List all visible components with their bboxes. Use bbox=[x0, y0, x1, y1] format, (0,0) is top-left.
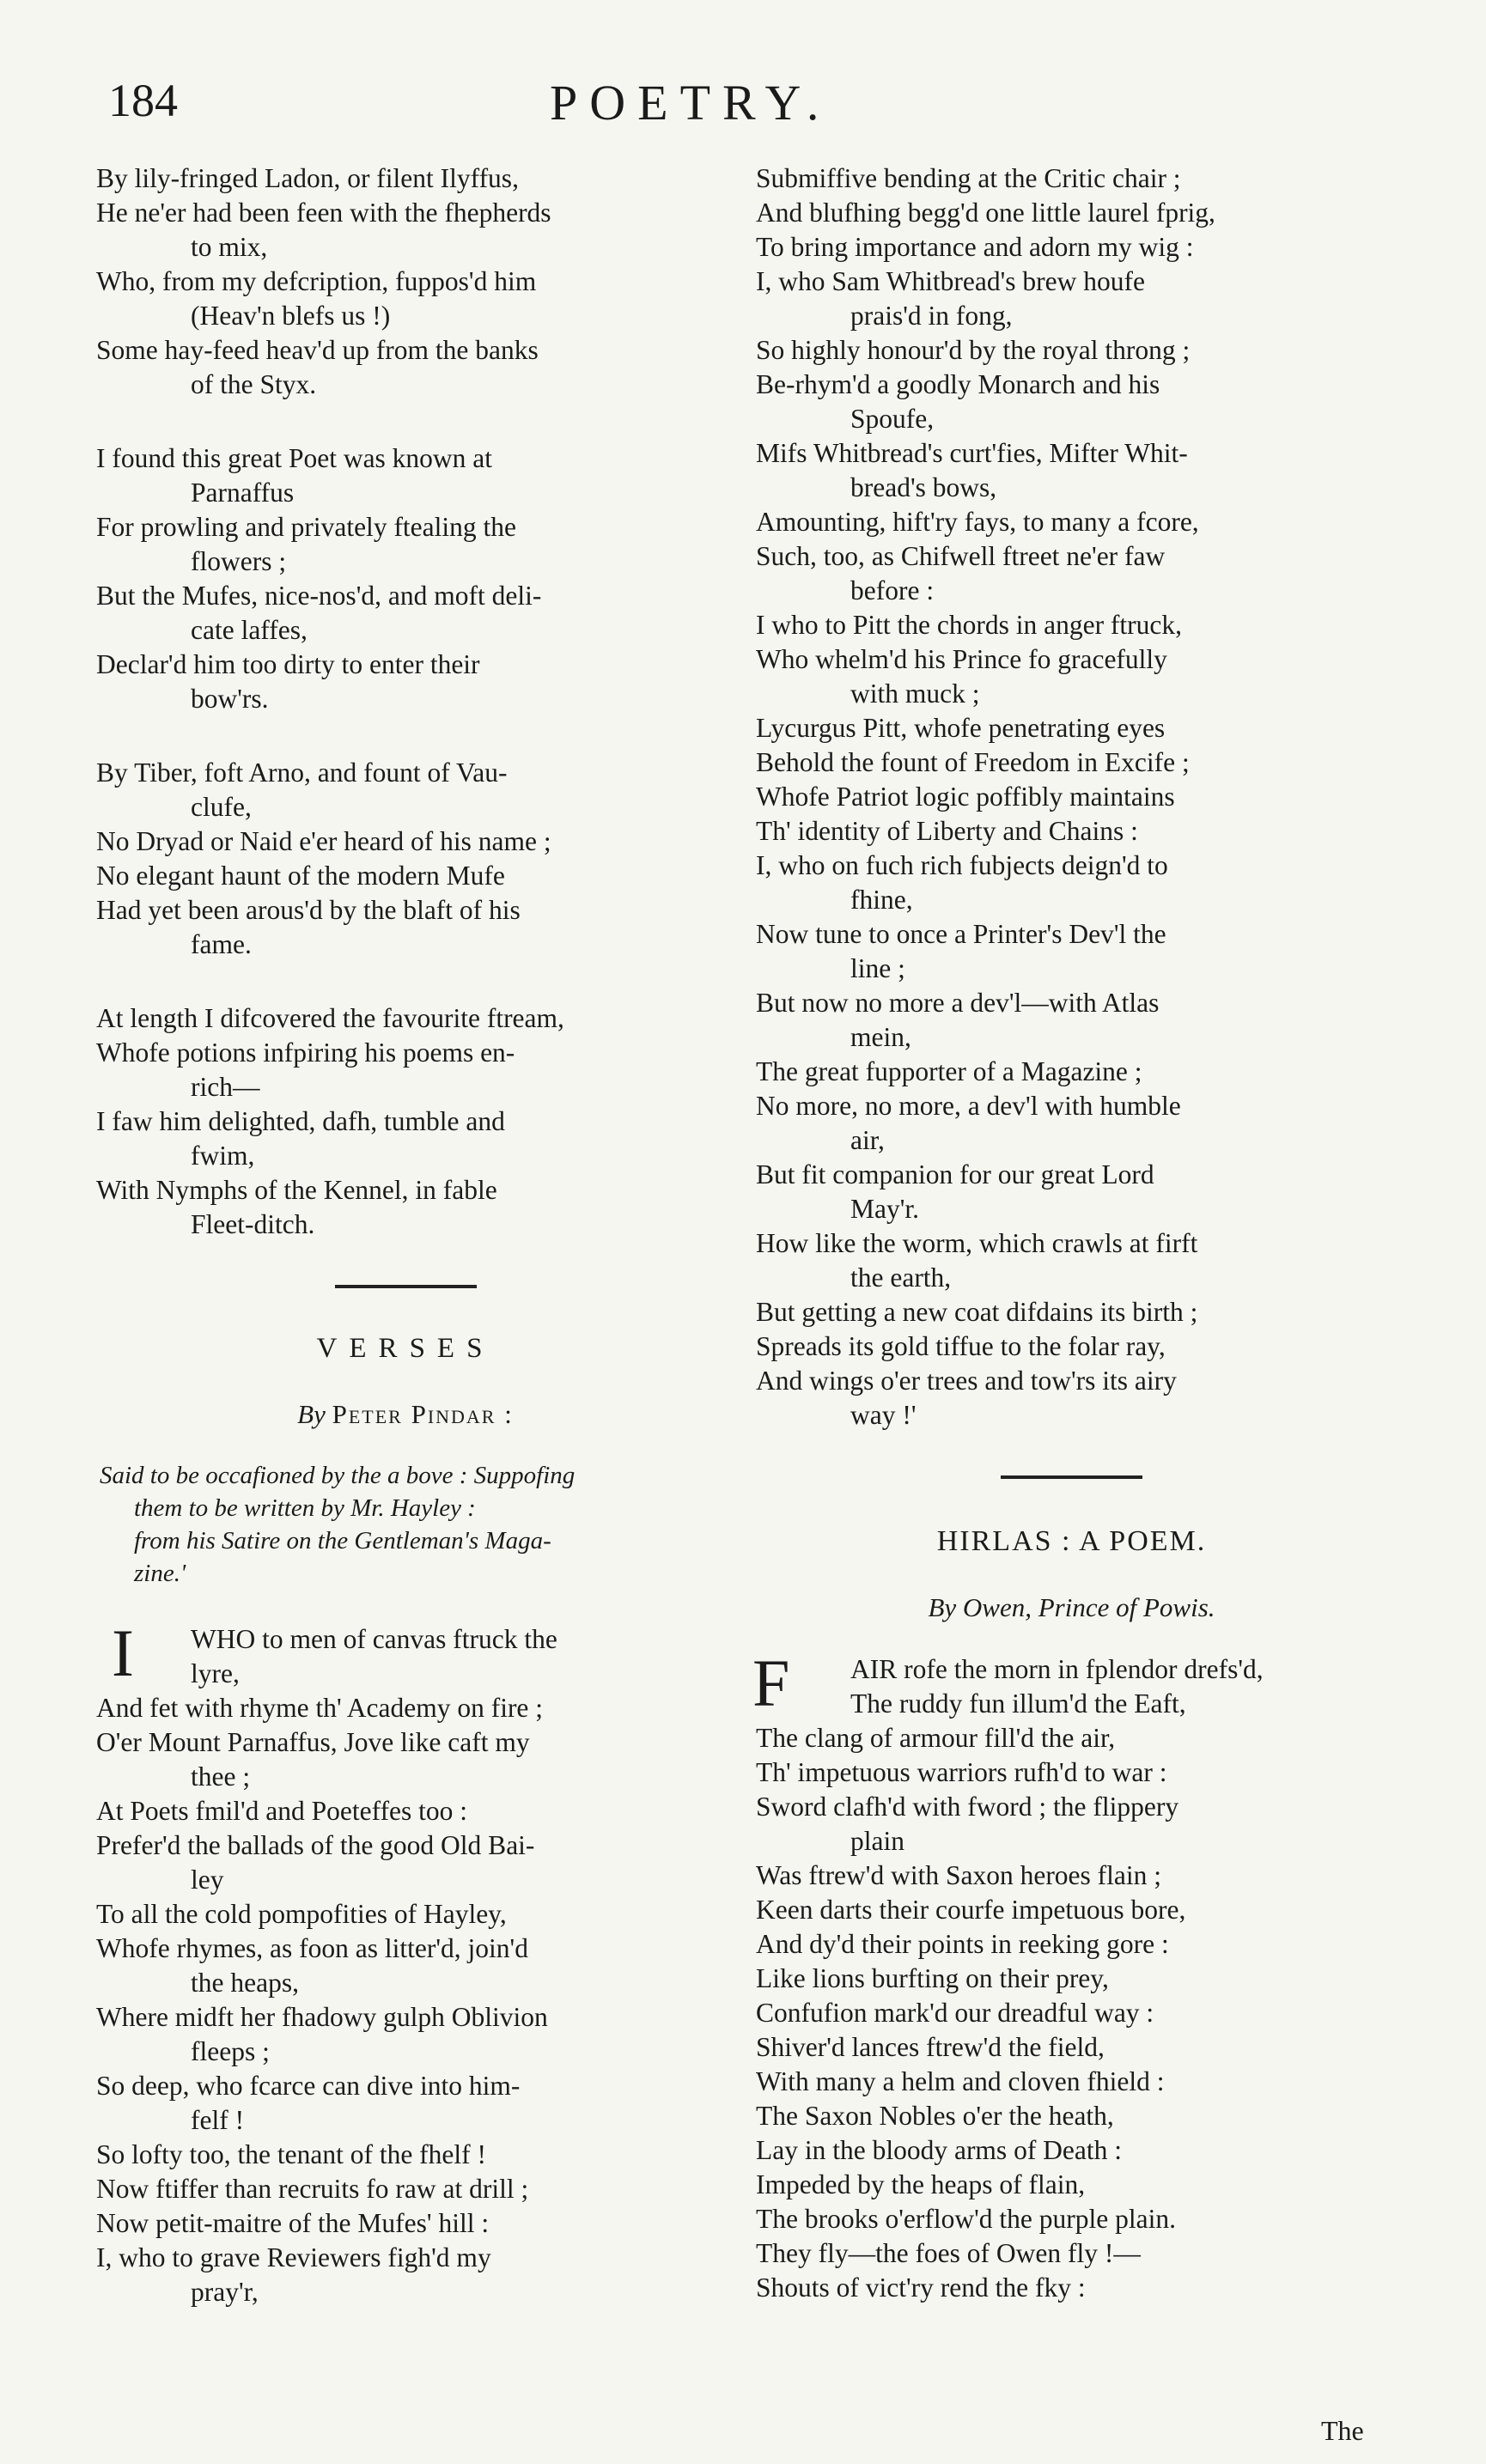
poem-line: At length I difcovered the favourite ftream, bbox=[96, 1003, 564, 1033]
poem-line: But fit companion for our great Lord bbox=[756, 1159, 1154, 1189]
poem-line: cate laffes, bbox=[191, 615, 308, 645]
poem-line: Had yet been arous'd by the blaft of his bbox=[96, 895, 521, 925]
poem-line: clufe, bbox=[191, 792, 252, 822]
headnote-line: zine.' bbox=[134, 1560, 186, 1587]
poem-line: fleeps ; bbox=[191, 2036, 270, 2066]
poem-line: Shiver'd lances ftrew'd the field, bbox=[756, 2032, 1105, 2062]
poem-line: I, who on fuch rich fubjects deign'd to bbox=[756, 850, 1168, 880]
poem-line: fwim, bbox=[191, 1141, 255, 1171]
poem-line: For prowling and privately ftealing the bbox=[96, 512, 517, 542]
stanza-gap bbox=[96, 962, 715, 1001]
poem-line: Some hay-feed heav'd up from the banks bbox=[96, 335, 539, 365]
poem-line: air, bbox=[850, 1125, 885, 1155]
poem-line: By lily-fringed Ladon, or filent Ilyffus, bbox=[96, 163, 519, 193]
poem-line: with muck ; bbox=[850, 678, 980, 709]
stanza bbox=[96, 161, 715, 402]
hirlas-title: HIRLAS : A POEM. bbox=[936, 1525, 1207, 1557]
poem-line: Be-rhym'd a goodly Monarch and his bbox=[756, 369, 1160, 399]
poem-line: rich— bbox=[191, 1072, 260, 1102]
poem-line: WHO to men of canvas ftruck the bbox=[191, 1624, 557, 1654]
poem-line: So lofty too, the tenant of the fhelf ! bbox=[96, 2139, 487, 2169]
poem-line: prais'd in fong, bbox=[850, 301, 1013, 331]
poem-line: I found this great Poet was known at bbox=[96, 443, 493, 473]
poem-line: And blufhing begg'd one little laurel fprig, bbox=[756, 198, 1215, 228]
section-rule bbox=[1001, 1475, 1142, 1479]
hirlas-byline: By Owen, Prince of Powis. bbox=[928, 1592, 1215, 1622]
poem-line: To bring importance and adorn my wig : bbox=[756, 232, 1194, 262]
poem-continuation bbox=[96, 161, 715, 1242]
poem-line: Whofe potions infpiring his poems en- bbox=[96, 1037, 515, 1068]
poem-line: bow'rs. bbox=[191, 684, 269, 714]
poem-line: And wings o'er trees and tow'rs its airy bbox=[756, 1366, 1177, 1396]
poem-line: I faw him delighted, dafh, tumble and bbox=[96, 1106, 505, 1136]
poem-line: before : bbox=[850, 575, 935, 605]
poem-line: I, who to grave Reviewers figh'd my bbox=[96, 2242, 491, 2272]
poem-line: Who, from my defcription, fuppos'd him bbox=[96, 266, 537, 296]
poem-line: Behold the fount of Freedom in Excife ; bbox=[756, 747, 1190, 777]
headnote-line: from his Satire on the Gentleman's Maga- bbox=[134, 1527, 551, 1554]
poem-line: way !' bbox=[850, 1400, 917, 1430]
poem-line: thee ; bbox=[191, 1761, 251, 1792]
poem-line: Th' impetuous warriors rufh'd to war : bbox=[756, 1757, 1167, 1787]
poem-line: How like the worm, which crawls at firft bbox=[756, 1228, 1198, 1258]
poem-line: No Dryad or Naid e'er heard of his name ; bbox=[96, 826, 551, 856]
stanza-gap bbox=[96, 716, 715, 756]
poem-line: With many a helm and cloven fhield : bbox=[756, 2066, 1165, 2096]
poem-line: Lay in the bloody arms of Death : bbox=[756, 2135, 1123, 2165]
poem-line: plain bbox=[850, 1826, 904, 1856]
right-column bbox=[752, 161, 1387, 2305]
catchword: The bbox=[1321, 2415, 1364, 2446]
poem-line: Prefer'd the ballads of the good Old Bai- bbox=[96, 1830, 535, 1860]
byline-label: By bbox=[297, 1399, 326, 1429]
poem-line: I who to Pitt the chords in anger ftruck, bbox=[756, 610, 1183, 640]
poem-line: The brooks o'erflow'd the purple plain. bbox=[756, 2204, 1176, 2234]
poem-line: Whofe rhymes, as foon as litter'd, join'd bbox=[96, 1933, 528, 1963]
poem-line: Impeded by the heaps of flain, bbox=[756, 2169, 1086, 2199]
verses-title: VERSES bbox=[316, 1333, 495, 1364]
poem-line: Such, too, as Chifwell ftreet ne'er faw bbox=[756, 541, 1166, 571]
poem-line: The clang of armour fill'd the air, bbox=[756, 1723, 1116, 1753]
poem-line: He ne'er had been feen with the fhepherds bbox=[96, 198, 551, 228]
poem-line: The ruddy fun illum'd the Eaft, bbox=[850, 1688, 1186, 1719]
poem-line: Who whelm'd his Prince fo gracefully bbox=[756, 644, 1167, 674]
poem-line: I, who Sam Whitbread's brew houfe bbox=[756, 266, 1145, 296]
poem-line: Sword clafh'd with fword ; the flippery bbox=[756, 1792, 1179, 1822]
poem-line: But now no more a dev'l—with Atlas bbox=[756, 988, 1160, 1018]
poem-line: the heaps, bbox=[191, 1968, 299, 1998]
poem-line: Where midft her fhadowy gulph Oblivion bbox=[96, 2002, 548, 2032]
poem-line: Lycurgus Pitt, whofe penetrating eyes bbox=[756, 713, 1166, 743]
poem-line: No more, no more, a dev'l with humble bbox=[756, 1091, 1181, 1121]
headnote-line: them to be written by Mr. Hayley : bbox=[134, 1494, 476, 1522]
poem-line: Spoufe, bbox=[850, 404, 935, 434]
verses-body bbox=[96, 1615, 715, 2309]
poem-line: AIR rofe the morn in fplendor drefs'd, bbox=[850, 1654, 1264, 1684]
poem-line: But the Mufes, nice-nos'd, and moft deli- bbox=[96, 581, 542, 611]
poem-line: bread's bows, bbox=[850, 472, 997, 502]
poem-line: Now tune to once a Printer's Dev'l the bbox=[756, 919, 1166, 949]
poem-line: flowers ; bbox=[191, 546, 287, 576]
poem-line: Like lions burfting on their prey, bbox=[756, 1963, 1109, 1993]
poem-line: The Saxon Nobles o'er the heath, bbox=[756, 2101, 1114, 2131]
poem-line: But getting a new coat difdains its birth ; bbox=[756, 1297, 1198, 1327]
running-title: POETRY. bbox=[550, 75, 831, 131]
drop-cap: F bbox=[752, 1646, 790, 1720]
poem-line: Now ftiffer than recruits fo raw at drill ; bbox=[96, 2174, 529, 2204]
verses-byline bbox=[96, 1399, 715, 1430]
poem-line: So highly honour'd by the royal throng ; bbox=[756, 335, 1191, 365]
poem-line: May'r. bbox=[850, 1194, 920, 1224]
poem-line: fhine, bbox=[850, 885, 913, 915]
stanza bbox=[96, 756, 715, 962]
poem-line: Submiffive bending at the Critic chair ; bbox=[756, 163, 1181, 193]
poem-line: With Nymphs of the Kennel, in fable bbox=[96, 1175, 497, 1205]
page-number: 184 bbox=[108, 75, 178, 126]
poem-line: Now petit-maitre of the Mufes' hill : bbox=[96, 2208, 490, 2238]
poem-line: ley bbox=[191, 1865, 224, 1895]
poem-line: (Heav'n blefs us !) bbox=[191, 301, 391, 331]
poem-line: Confufion mark'd our dreadful way : bbox=[756, 1998, 1154, 2028]
poem-line: felf ! bbox=[191, 2105, 245, 2135]
poem-line: So deep, who fcarce can dive into him- bbox=[96, 2071, 521, 2101]
drop-cap: I bbox=[112, 1615, 134, 1690]
verses-continuation bbox=[756, 161, 1387, 1433]
poem-line: Mifs Whitbread's curt'fies, Mifter Whit- bbox=[756, 438, 1188, 468]
poem-line: Keen darts their courfe impetuous bore, bbox=[756, 1895, 1186, 1925]
verses-lines bbox=[96, 1615, 715, 2309]
stanza bbox=[96, 441, 715, 716]
poem-line: The great fupporter of a Magazine ; bbox=[756, 1056, 1142, 1086]
poem-line: Amounting, hift'ry fays, to many a fcore, bbox=[756, 507, 1199, 537]
stanza bbox=[96, 1001, 715, 1242]
poem-line: And fet with rhyme th' Academy on fire ; bbox=[96, 1693, 544, 1723]
poem-line: Shouts of vict'ry rend the fky : bbox=[756, 2272, 1086, 2303]
section-rule bbox=[335, 1285, 477, 1288]
poem-line: No elegant haunt of the modern Mufe bbox=[96, 861, 505, 891]
hirlas-body bbox=[752, 1646, 1387, 2305]
poem-line: pray'r, bbox=[191, 2277, 259, 2307]
left-column bbox=[96, 161, 715, 2309]
poem-line: They fly—the foes of Owen fly !— bbox=[756, 2238, 1141, 2268]
poem-line: to mix, bbox=[191, 232, 268, 262]
poem-line: By Tiber, foft Arno, and fount of Vau- bbox=[96, 757, 508, 788]
poem-line: Was ftrew'd with Saxon heroes flain ; bbox=[756, 1860, 1162, 1890]
verses-headnote bbox=[96, 1459, 715, 1590]
poem-line: And dy'd their points in reeking gore : bbox=[756, 1929, 1169, 1959]
poem-line: At Poets fmil'd and Poeteffes too : bbox=[96, 1796, 468, 1826]
hirlas-lines bbox=[756, 1652, 1387, 2305]
stanza-gap bbox=[96, 402, 715, 441]
poem-line: mein, bbox=[850, 1022, 911, 1052]
poem-line: To all the cold pompofities of Hayley, bbox=[96, 1899, 507, 1929]
poem-line: the earth, bbox=[850, 1262, 952, 1293]
poem-line: Declar'd him too dirty to enter their bbox=[96, 649, 480, 679]
poem-line: fame. bbox=[191, 929, 252, 959]
poem-line: Parnaffus bbox=[191, 478, 295, 508]
poem-line: of the Styx. bbox=[191, 369, 317, 399]
poem-line: line ; bbox=[850, 953, 905, 983]
poem-line: Whofe Patriot logic poffibly maintains bbox=[756, 782, 1175, 812]
poem-line: Spreads its gold tiffue to the folar ray, bbox=[756, 1331, 1166, 1361]
poem-line: lyre, bbox=[191, 1658, 240, 1688]
poem-line: O'er Mount Parnaffus, Jove like caft my bbox=[96, 1727, 530, 1757]
poem-line: Fleet-ditch. bbox=[191, 1209, 315, 1239]
poem-line: Th' identity of Liberty and Chains : bbox=[756, 816, 1138, 846]
headnote-line: Said to be occafioned by the a bove : Suppofing bbox=[100, 1462, 576, 1489]
author-name: Peter Pindar : bbox=[332, 1399, 514, 1429]
